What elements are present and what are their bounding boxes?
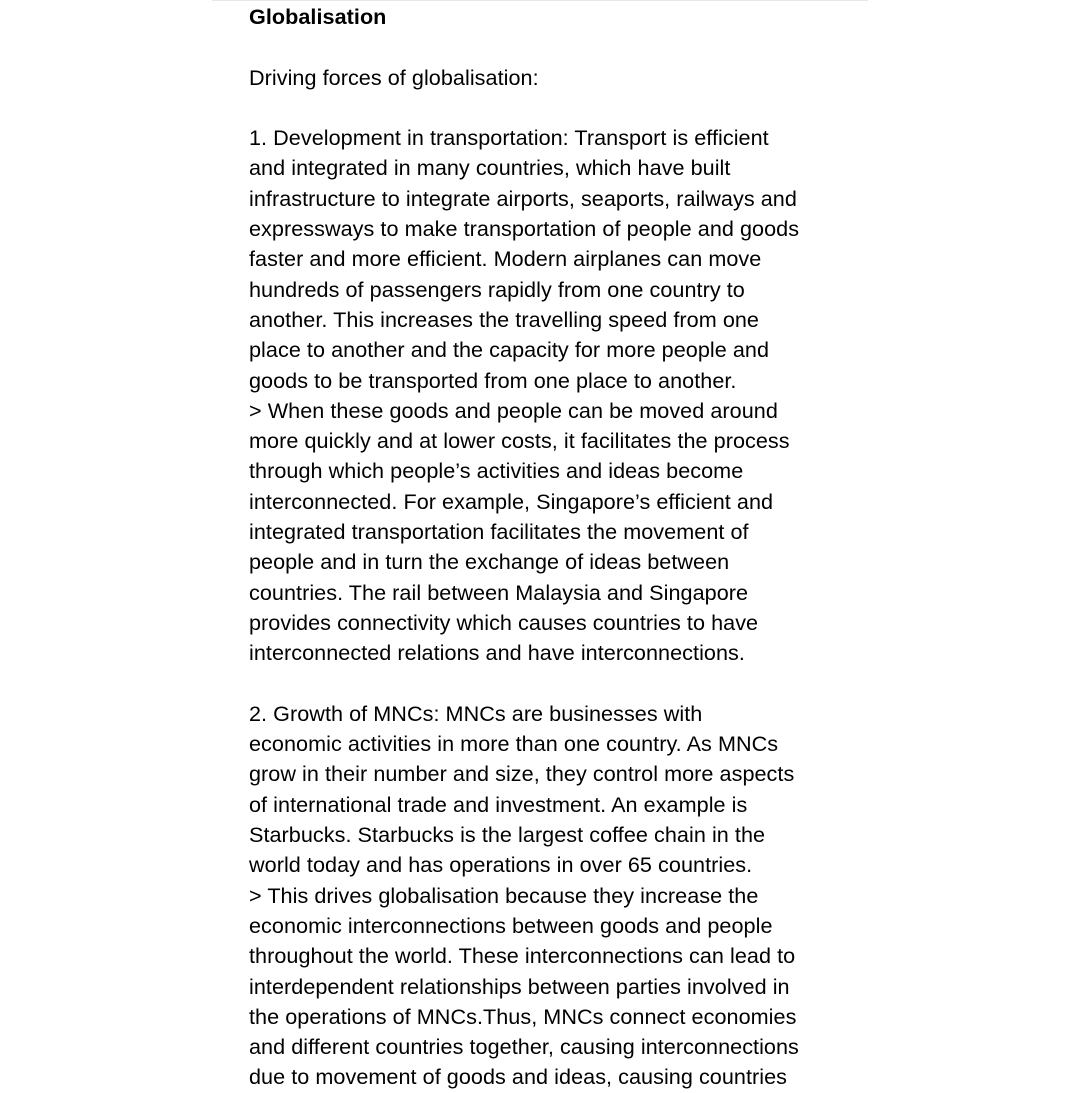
paragraph-line: 1. Development in transportation: Transport is efficient [249, 125, 769, 151]
paragraph-line: > This drives globalisation because they increase the [249, 882, 759, 908]
paragraph-line: provides connectivity which causes countries to have [249, 609, 759, 635]
paragraph-line: more quickly and at lower costs, it facilitates the process [249, 428, 790, 454]
paragraph-line: throughout the world. These interconnections can lead to [249, 943, 796, 969]
paragraph-line: infrastructure to integrate airports, seaports, railways and [249, 185, 797, 211]
document-body [249, 2, 849, 1093]
paragraph-line: grow in their number and size, they control more aspects [249, 761, 795, 787]
blank-line [249, 669, 849, 699]
section-transportation [249, 123, 849, 668]
paragraph-line: goods to be transported from one place to another. [249, 367, 737, 393]
blank-line [249, 93, 849, 123]
paragraph-line: faster and more efficient. Modern airplanes can move [249, 246, 762, 272]
paragraph-line: > When these goods and people can be moved around [249, 397, 778, 423]
paragraph-line: and integrated in many countries, which have built [249, 155, 731, 181]
paragraph-line: and different countries together, causing interconnections [249, 1034, 799, 1060]
top-divider [212, 0, 868, 1]
paragraph-line: interconnected. For example, Singapore’s efficient and [249, 488, 774, 514]
document-title: Globalisation [249, 4, 387, 29]
paragraph-line: countries. The rail between Malaysia and Singapore [249, 579, 749, 605]
section-mncs [249, 699, 849, 1093]
paragraph-line: hundreds of passengers rapidly from one country to [249, 276, 745, 302]
paragraph-line: economic interconnections between goods and people [249, 912, 773, 938]
paragraph-line: Starbucks. Starbucks is the largest coffee chain in the [249, 822, 766, 848]
paragraph-line: interconnected relations and have interconnections. [249, 640, 745, 666]
paragraph-line: due to movement of goods and ideas, causing countries [249, 1064, 788, 1090]
paragraph-line: interdependent relationships between parties involved in [249, 973, 790, 999]
paragraph-line: 2. Growth of MNCs: MNCs are businesses with [249, 700, 703, 726]
paragraph-line: of international trade and investment. An example is [249, 791, 748, 817]
paragraph-line: expressways to make transportation of people and goods [249, 216, 800, 242]
paragraph-line: people and in turn the exchange of ideas between [249, 549, 730, 575]
blank-line [249, 32, 849, 62]
paragraph-line: place to another and the capacity for more people and [249, 337, 770, 363]
paragraph-line: integrated transportation facilitates the movement of [249, 519, 749, 545]
paragraph-line: the operations of MNCs.Thus, MNCs connect economies [249, 1003, 797, 1029]
paragraph-line: through which people’s activities and ideas become [249, 458, 744, 484]
paragraph-line: world today and has operations in over 65 countries. [249, 852, 753, 878]
document-subtitle: Driving forces of globalisation: [249, 64, 539, 90]
paragraph-line: economic activities in more than one country. As MNCs [249, 731, 779, 757]
paragraph-line: another. This increases the travelling speed from one [249, 306, 759, 332]
